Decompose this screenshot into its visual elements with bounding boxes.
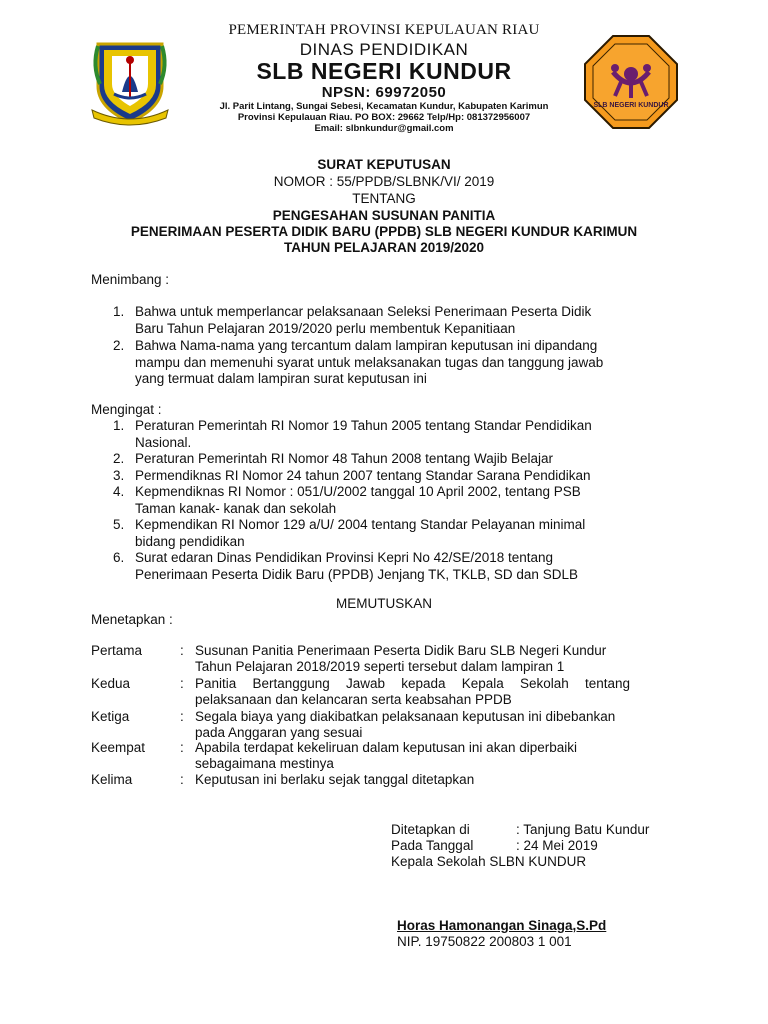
menimbang-label: Menimbang : bbox=[91, 272, 170, 287]
list-item-number: 5. bbox=[113, 517, 125, 532]
list-item-line: Penerimaan Peserta Didik Baru (PPDB) Jenjang TK, TKLB, SD dan SDLB bbox=[135, 566, 578, 582]
list-item-line: Peraturan Pemerintah RI Nomor 48 Tahun 2008 tentang Wajib Belajar bbox=[135, 451, 553, 466]
mengingat-list bbox=[113, 418, 673, 583]
decision-label: Ketiga bbox=[91, 709, 130, 724]
list-item-line: Kepmendiknas RI Nomor : 051/U/2002 tanggal 10 April 2002, tentang PSB bbox=[135, 484, 581, 499]
decision-text-line: Tahun Pelajaran 2018/2019 seperti tersebut dalam lampiran 1 bbox=[195, 659, 565, 674]
memutuskan-heading: MEMUTUSKAN bbox=[335, 596, 432, 611]
list-item-number: 2. bbox=[113, 451, 125, 466]
decree-subject-1: PENGESAHAN SUSUNAN PANITIA bbox=[272, 208, 496, 223]
date-value: : 24 Mei 2019 bbox=[516, 838, 598, 853]
decision-colon: : bbox=[180, 676, 184, 691]
date-label: Pada Tanggal bbox=[391, 838, 474, 853]
dinas-name: DINAS PENDIDIKAN bbox=[299, 40, 469, 59]
decree-number: NOMOR : 55/PPDB/SLBNK/VI/ 2019 bbox=[273, 174, 495, 189]
province-name: PEMERINTAH PROVINSI KEPULAUAN RIAU bbox=[228, 22, 540, 38]
list-item bbox=[113, 451, 673, 468]
decision-text-line: Apabila terdapat kekeliruan dalam keputusan ini akan diperbaiki bbox=[195, 740, 577, 755]
menimbang-list bbox=[113, 304, 673, 388]
list-item-number: 4. bbox=[113, 484, 125, 499]
decision-colon: : bbox=[180, 643, 184, 658]
place-value: : Tanjung Batu Kundur bbox=[516, 822, 650, 837]
list-item bbox=[113, 550, 673, 583]
decision-label: Pertama bbox=[91, 643, 143, 658]
decision-text-line: pelaksanaan dan kelancaran serta keabsahan PPDB bbox=[195, 692, 512, 707]
list-item-line: Bahwa untuk memperlancar pelaksanaan Seleksi Penerimaan Peserta Didik bbox=[135, 304, 592, 319]
decree-title: SURAT KEPUTUSAN bbox=[317, 157, 451, 172]
signer-nip: NIP. 19750822 200803 1 001 bbox=[397, 934, 572, 949]
list-item-line: Taman kanak- kanak dan sekolah bbox=[135, 500, 337, 516]
list-item-line: Baru Tahun Pelajaran 2019/2020 perlu membentuk Kepanitiaan bbox=[135, 320, 516, 336]
decree-subject-2: PENERIMAAN PESERTA DIDIK BARU (PPDB) SLB NEGERI KUNDUR KARIMUN bbox=[130, 224, 638, 239]
list-item-number: 2. bbox=[113, 338, 125, 353]
list-item-line: mampu dan memenuhi syarat untuk melaksanakan tugas dan tanggung jawab bbox=[135, 354, 604, 370]
list-item-line: Peraturan Pemerintah RI Nomor 19 Tahun 2005 tentang Standar Pendidikan bbox=[135, 418, 592, 433]
npsn: NPSN: 69972050 bbox=[321, 84, 447, 101]
decision-text-line: pada Anggaran yang sesuai bbox=[195, 725, 363, 740]
list-item bbox=[113, 484, 673, 517]
list-item-line: yang termuat dalam lampiran surat keputusan ini bbox=[135, 371, 427, 386]
decision-colon: : bbox=[180, 772, 184, 787]
email-line: Email: slbnkundur@gmail.com bbox=[314, 123, 454, 134]
list-item bbox=[113, 517, 673, 550]
decision-colon: : bbox=[180, 709, 184, 724]
decree-subject-3: TAHUN PELAJARAN 2019/2020 bbox=[283, 240, 485, 255]
decision-label: Kelima bbox=[91, 772, 133, 787]
list-item-line: Bahwa Nama-nama yang tercantum dalam lampiran keputusan ini dipandang bbox=[135, 338, 598, 353]
decision-text-line: Keputusan ini berlaku sejak tanggal ditetapkan bbox=[195, 772, 475, 787]
decision-text-line: Susunan Panitia Penerimaan Peserta Didik Baru SLB Negeri Kundur bbox=[195, 643, 607, 658]
menetapkan-label: Menetapkan : bbox=[91, 612, 173, 627]
list-item-line: Kepmendikan RI Nomor 129 a/U/ 2004 tentang Standar Pelayanan minimal bbox=[135, 517, 586, 532]
mengingat-label: Mengingat : bbox=[91, 402, 162, 417]
list-item-number: 6. bbox=[113, 550, 125, 565]
list-item-line: bidang pendidikan bbox=[135, 533, 245, 549]
address-line-2: Provinsi Kepulauan Riau. PO BOX: 29662 Telp/Hp: 081372956007 bbox=[237, 112, 531, 123]
place-label: Ditetapkan di bbox=[391, 822, 470, 837]
decision-text-line: sebagaimana mestinya bbox=[195, 756, 334, 771]
decree-tentang: TENTANG bbox=[352, 191, 416, 206]
decision-text-line: Segala biaya yang diakibatkan pelaksanaan keputusan ini dibebankan bbox=[195, 709, 616, 724]
list-item bbox=[113, 304, 673, 337]
list-item-number: 1. bbox=[113, 418, 125, 433]
decision-label: Keempat bbox=[91, 740, 146, 755]
decision-text-line: Panitia Bertanggung Jawab kepada Kepala Sekolah tentang bbox=[195, 676, 630, 691]
list-item bbox=[113, 418, 673, 451]
list-item-line: Surat edaran Dinas Pendidikan Provinsi Kepri No 42/SE/2018 tentang bbox=[135, 550, 554, 565]
decision-colon: : bbox=[180, 740, 184, 755]
list-item-line: Nasional. bbox=[135, 434, 192, 450]
list-item-number: 3. bbox=[113, 467, 125, 483]
list-item bbox=[113, 468, 673, 485]
address-line-1: Jl. Parit Lintang, Sungai Sebesi, Kecamatan Kundur, Kabupaten Karimun bbox=[219, 101, 549, 112]
list-item-number: 1. bbox=[113, 304, 125, 319]
list-item-line: Permendiknas RI Nomor 24 tahun 2007 tentang Standar Sarana Pendidikan bbox=[135, 467, 591, 483]
decision-label: Kedua bbox=[91, 676, 131, 691]
signer-position: Kepala Sekolah SLBN KUNDUR bbox=[391, 854, 587, 869]
list-item bbox=[113, 338, 673, 388]
signer-name: Horas Hamonangan Sinaga,S.Pd bbox=[397, 918, 607, 933]
school-badge-text: SLB NEGERI KUNDUR bbox=[593, 102, 669, 109]
school-badge-logo bbox=[583, 34, 679, 130]
school-name: SLB NEGERI KUNDUR bbox=[256, 58, 512, 84]
